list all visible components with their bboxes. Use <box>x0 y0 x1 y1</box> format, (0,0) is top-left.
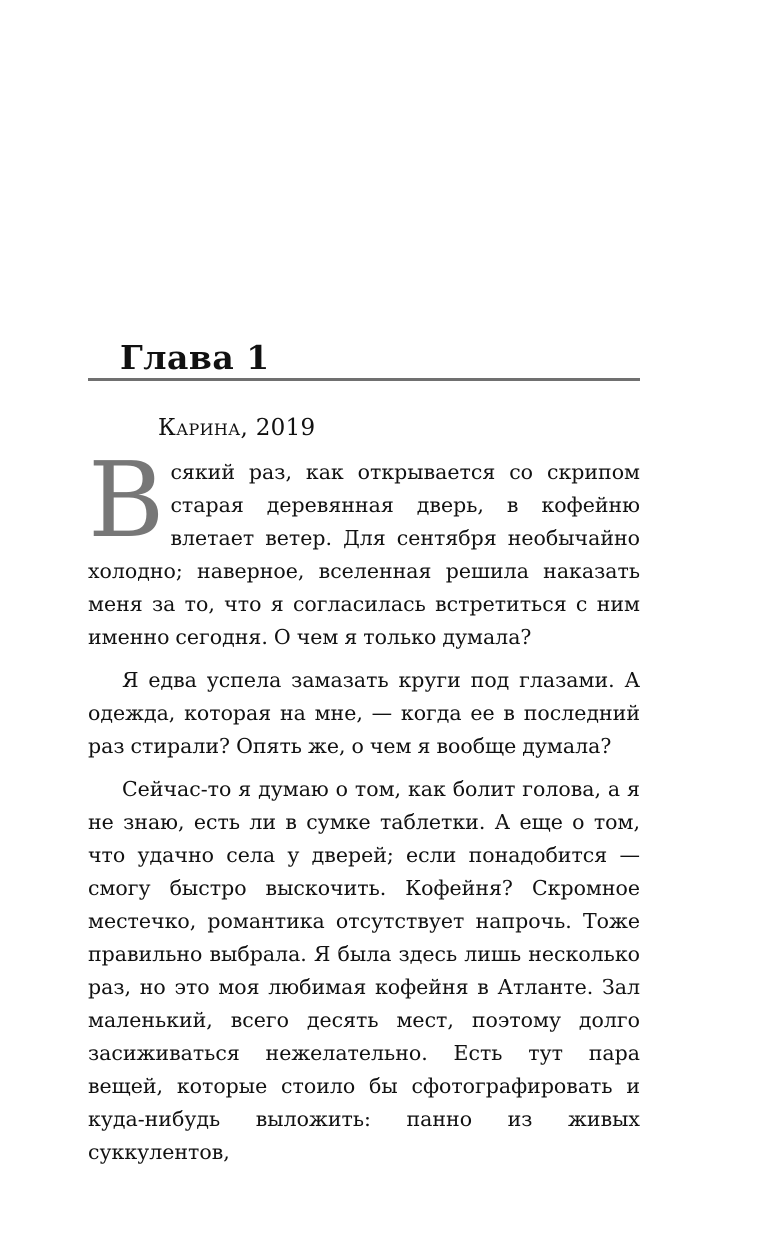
drop-cap: В <box>88 439 165 561</box>
body-text <box>88 439 640 1169</box>
chapter-title: Глава 1 <box>120 338 270 377</box>
paragraph-2: Я едва успела замазать круги под глазами. А одежда, которая на мне, — когда ее в последний раз стирали? Опять же, о чем я вообще думала? <box>88 668 640 758</box>
book-page <box>88 0 640 1240</box>
chapter-subtitle: Карина, 2019 <box>158 415 316 441</box>
paragraph-1-text: сякий раз, как открывается со скрипом старая деревянная дверь, в кофейню влетает ветер. Для сентября необычайно холодно; наверное, вселенная решила наказать меня за то, что я согласилась встретиться с ним именно сегодня. О чем я только думала? <box>88 460 640 649</box>
paragraph-1 <box>88 439 640 654</box>
chapter-divider <box>88 378 640 381</box>
paragraph-3: Сейчас-то я думаю о том, как болит голова, а я не знаю, есть ли в сумке таблетки. А еще о том, что удачно села у дверей; если понадобится — смогу быстро выскочить. Кофейня? Скромное местечко, романтика отсутствует напрочь. Тоже правильно выбрала. Я была здесь лишь несколько раз, но это моя любимая кофейня в Атланте. Зал маленький, всего десять мест, поэтому долго засиживаться нежелательно. Есть тут пара вещей, которые стоило бы сфотографировать и куда-нибудь выложить: панно из живых суккулентов, <box>88 777 640 1164</box>
